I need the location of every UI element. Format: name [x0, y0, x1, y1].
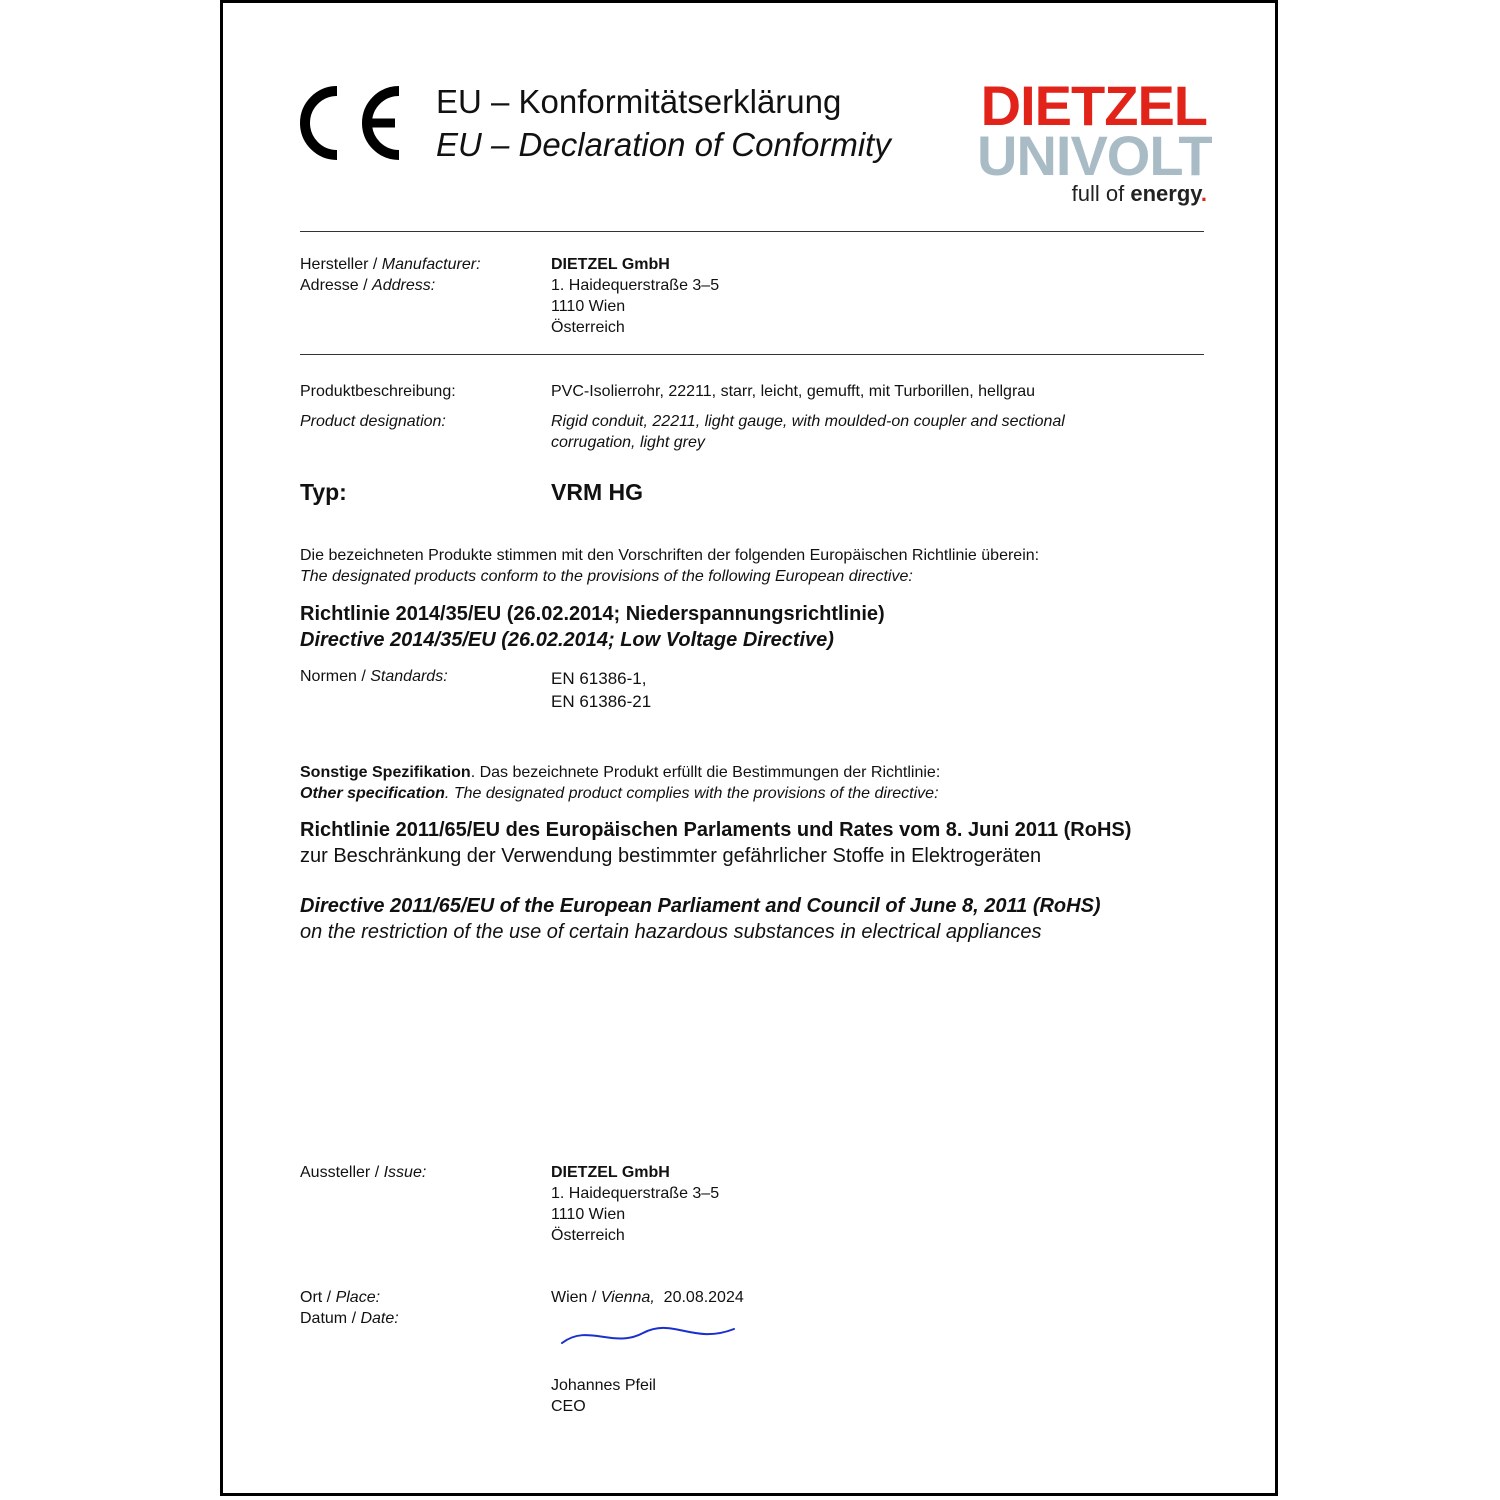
issuer-street: 1. Haidequerstraße 3–5: [551, 1185, 720, 1202]
rohs-en-subtitle: on the restriction of the use of certain hazardous substances in electrical appliances: [300, 921, 1042, 943]
logo-dietzel: DIETZEL: [980, 74, 1207, 137]
type-value: VRM HG: [551, 479, 643, 505]
other-spec-de: Sonstige Spezifikation. Das bezeichnete Produkt erfüllt die Bestimmungen der Richtlinie:: [300, 764, 941, 781]
standards-label: Normen / Standards:: [300, 668, 448, 685]
manufacturer-country: Österreich: [551, 319, 625, 336]
issuer-city: 1110 Wien: [551, 1206, 626, 1223]
rohs-de-subtitle: zur Beschränkung der Verwendung bestimmter gefährlicher Stoffe in Elektrogeräten: [300, 845, 1042, 867]
issuer-country: Österreich: [551, 1227, 625, 1244]
manufacturer-divider: [300, 354, 1204, 355]
product-description-label: Produktbeschreibung:: [300, 383, 456, 400]
directive-en: Directive 2014/35/EU (26.02.2014; Low Voltage Directive): [300, 629, 834, 651]
ce-mark-icon: [299, 85, 405, 161]
date-label: Datum / Date:: [300, 1310, 399, 1327]
standard-1: EN 61386-1,: [551, 669, 647, 688]
manufacturer-city: 1110 Wien: [551, 298, 626, 315]
conformity-intro-de: Die bezeichneten Produkte stimmen mit den Vorschriften der folgenden Europäischen Richtlinie überein:: [300, 547, 1040, 564]
manufacturer-name: DIETZEL GmbH: [551, 256, 670, 273]
issue-date: 20.08.2024: [663, 1289, 744, 1306]
issuer-name: DIETZEL GmbH: [551, 1164, 670, 1181]
conformity-intro-en: The designated products conform to the provisions of the following European directive:: [300, 568, 913, 585]
company-logo: [977, 74, 1212, 207]
standard-2: EN 61386-21: [551, 692, 652, 711]
logo-tagline: full of energy.: [1071, 181, 1207, 206]
signer-name: Johannes Pfeil: [551, 1377, 656, 1394]
place-and-date: Wien / Vienna, 20.08.2024: [551, 1289, 744, 1306]
type-label: Typ:: [300, 479, 347, 505]
title-en: EU – Declaration of Conformity: [436, 126, 891, 163]
product-description-de: PVC-Isolierrohr, 22211, starr, leicht, gemufft, mit Turborillen, hellgrau: [551, 383, 1036, 400]
header-divider: [300, 231, 1204, 232]
signature-placeholder: [558, 1315, 738, 1355]
title-de: EU – Konformitätserklärung: [436, 83, 842, 120]
product-designation-label: Product designation:: [300, 413, 446, 430]
place-label: Ort / Place:: [300, 1289, 381, 1306]
product-designation-en-line1: Rigid conduit, 22211, light gauge, with moulded-on coupler and sectional: [551, 413, 1065, 430]
other-spec-en: Other specification. The designated product complies with the provisions of the directive:: [300, 785, 939, 802]
document-page: [220, 0, 1278, 1496]
rohs-de-title: Richtlinie 2011/65/EU des Europäischen Parlaments und Rates vom 8. Juni 2011 (RoHS): [300, 819, 1132, 841]
address-label: Adresse / Address:: [300, 277, 436, 294]
logo-univolt: UNIVOLT: [977, 124, 1212, 187]
issue-label: Aussteller / Issue:: [300, 1164, 427, 1181]
product-designation-en-line2: corrugation, light grey: [551, 434, 705, 451]
signer-title: CEO: [551, 1398, 586, 1415]
rohs-en-title: Directive 2011/65/EU of the European Parliament and Council of June 8, 2011 (RoHS): [300, 895, 1101, 917]
manufacturer-label: Hersteller / Manufacturer:: [300, 256, 481, 273]
manufacturer-street: 1. Haidequerstraße 3–5: [551, 277, 720, 294]
directive-de: Richtlinie 2014/35/EU (26.02.2014; Niederspannungsrichtlinie): [300, 603, 885, 625]
